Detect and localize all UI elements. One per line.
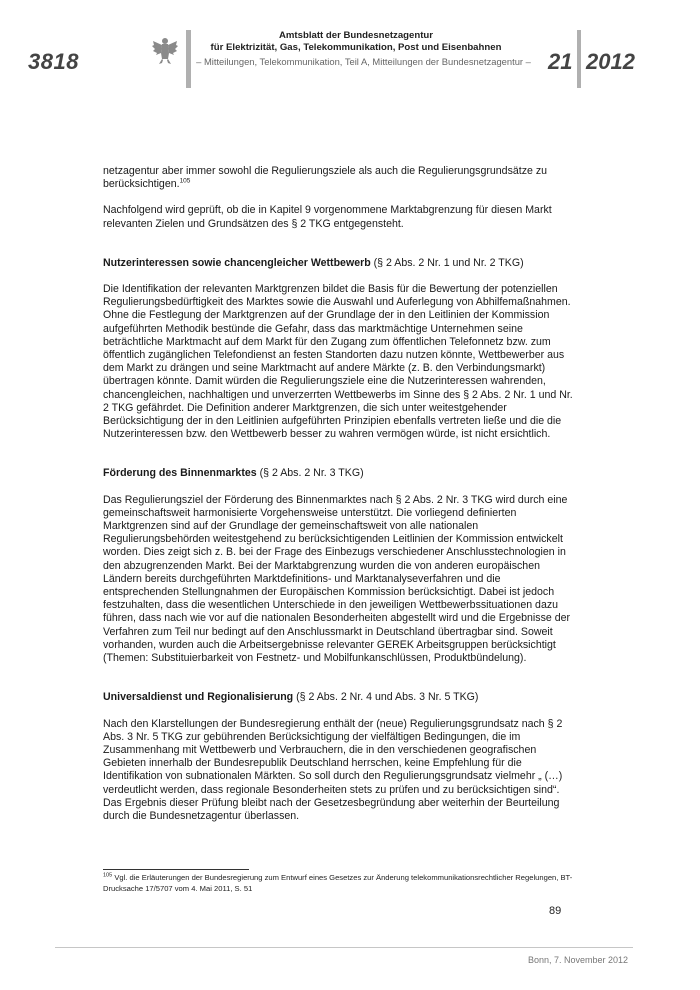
publication-subtitle: – Mitteilungen, Telekommunikation, Teil A, Mitteilungen der Bundesnetzagentur – <box>196 56 531 67</box>
folio-number: 89 <box>549 905 562 917</box>
publication-title-line2: für Elektrizität, Gas, Telekommunikation, Post und Eisenbahnen <box>210 42 502 53</box>
page-number: 3818 <box>28 49 79 74</box>
section-heading-nutzerinteressen <box>103 257 573 270</box>
footnote <box>103 873 573 894</box>
section-heading-ref: (§ 2 Abs. 2 Nr. 3 TKG) <box>259 467 364 480</box>
issue-year: 2012 <box>586 49 635 74</box>
check-paragraph: Nachfolgend wird geprüft, ob die in Kapitel 9 vorgenommene Marktabgrenzung für diesen Markt relevanten Zielen und Grundsätzen des § 2 TKG entgegensteht. <box>103 204 552 230</box>
header-divider <box>186 30 191 88</box>
section-heading-universaldienst <box>103 691 573 704</box>
intro-text: netzagentur aber immer sowohl die Regulierungsziele als auch die Regulierungsgrundsätze zu berücksichtigen. <box>103 165 548 191</box>
publication-title-line1: Amtsblatt der Bundesnetzagentur <box>278 30 434 41</box>
section-heading-binnenmarkt <box>103 467 573 480</box>
footnote-text: Vgl. die Erläuterungen der Bundesregierung zum Entwurf eines Gesetzes zur Änderung telekommunikationsrechtlicher Regelungen, BT-Drucksache 17/5707 vom 4. Mai 2011, S. 51 <box>103 873 573 893</box>
section-paragraph: Nach den Klarstellungen der Bundesregierung enthält der (neue) Regulierungsgrundsatz nach § 2 Abs. 3 Nr. 5 TKG zur gebührenden Berücksichtigung der vielfältigen Bedingungen, die im Zusammenhang mit Wettbewerb und Verbrauchern, die in den verschiedenen geografischen Gebieten innerhalb der Bundesrepublik Deutschland herrschen, keine Empfehlung für die Identifikation von subnationalen Märkten. So soll durch den Regulierungsgrundsatz vielmehr „ (…) verdeutlicht werden, dass regionale Besonderheiten stets zu prüfen und zu berücksichtigen sind“. Das Ergebnis dieser Prüfung bleibt nach der Gesetzesbegründung aber weiterhin der Beurteilung durch die Bundesnetzagentur überlassen. <box>103 717 563 822</box>
federal-eagle-icon <box>152 36 178 66</box>
intro-paragraph <box>103 165 573 191</box>
section-heading-ref: (§ 2 Abs. 2 Nr. 4 und Abs. 3 Nr. 5 TKG) <box>296 691 479 704</box>
section-heading-title: Universaldienst und Regionalisierung <box>103 691 294 704</box>
issue-divider <box>577 30 581 88</box>
publication-title <box>196 30 516 54</box>
section-paragraph: Die Identifikation der relevanten Marktgrenzen bildet die Basis für die Bewertung der potenziellen Regulierungsbedürftigkeit des Marktes sowie die Auswahl und Auferlegung von Abhilfemaßnahmen. Ohne die Festlegung der Marktgrenzen auf der Grundlage der in den Leitlinien der Kommission aufgeführten Methodik bestünde die Gefahr, dass das marktmächtige Unternehmen seine beträchtliche Marktmacht auf dem Markt für den Zugang zum öffentlichen Telefonnetz bzw. zum öffentlich zugänglichen Telefondienst an festen Standorten dazu nutzen könnte, Wettbewerber aus dem Markt zu drängen und seine Marktmacht auf andere Märkte (z. B. den Verbindungsmarkt) übertragen könnte. Damit würden die Regulierungsziele eine die Nutzerinteressen wahrenden, chancengleichen, nachhaltigen und unverzerrten Wettbewerbs im Sinne des § 2 Abs. 2 Nr. 1 und Nr. 2 TKG gefährdet. Die Definition anderer Marktgrenzen, die sich unter weitestgehender Berücksichtigung der in den Leitlinien aufgeführten Prinzipien ebenfalls vertreten ließe und die die Nutzerinteressen bzw. den Wettbewerb besser zu wahren vermögen würde, ist nicht ersichtlich. <box>103 283 573 441</box>
footnote-reference[interactable]: 105 <box>179 177 191 185</box>
issue-number: 21 <box>548 49 573 74</box>
footer-divider <box>55 947 633 948</box>
footnote-divider <box>103 869 249 870</box>
section-paragraph: Das Regulierungsziel der Förderung des Binnenmarktes nach § 2 Abs. 2 Nr. 3 TKG wird durch eine gemeinschaftsweit harmonisierte Vorgehensweise unterstützt. Die vorliegend definierten Marktgrenzen sind auf der Grundlage der gemeinschaftsweit von alle nationalen Regulierungsbehörden weitestgehend zu berücksichtigenden Leitlinien der Kommission entwickelt worden. Dies zeigt sich z. B. bei der Frage des Einbezugs verschiedener Anschlusstechnologien in den abzugrenzenden Markt. Bei der Marktabgrenzung wurden die von anderen europäischen Ländern bereits durchgeführten Marktdefinitions- und Marktanalyseverfahren und die entsprechenden Stellungnahmen der Europäischen Kommission berücksichtigt. Dabei ist jedoch festzuhalten, dass die wesentlichen Unterschiede in den jeweiligen Wettbewerbssituationen dazu führen, dass nach wie vor auf die nationalen Besonderheiten abgestellt wird und die Ergebnisse der Verfahren zum Teil nur bedingt auf den Anschlussmarkt in Deutschland übertragbar sind. Soweit vorhanden, wurden auch die Arbeitsergebnisse relevanter GEREK Arbeitsgruppen berücksichtigt (Themen: Substituierbarkeit von Festnetz- und Mobilfunkanschlüssen, Produktbündelung). <box>103 493 571 665</box>
main-text <box>103 165 573 823</box>
section-heading-ref: (§ 2 Abs. 2 Nr. 1 und Nr. 2 TKG) <box>373 256 524 269</box>
section-heading-title: Nutzerinteressen sowie chancengleicher Wettbewerb <box>103 256 371 269</box>
footnote-number: 105 <box>103 872 113 879</box>
section-heading-title: Förderung des Binnenmarktes <box>103 467 257 480</box>
footer-date: Bonn, 7. November 2012 <box>528 955 629 965</box>
